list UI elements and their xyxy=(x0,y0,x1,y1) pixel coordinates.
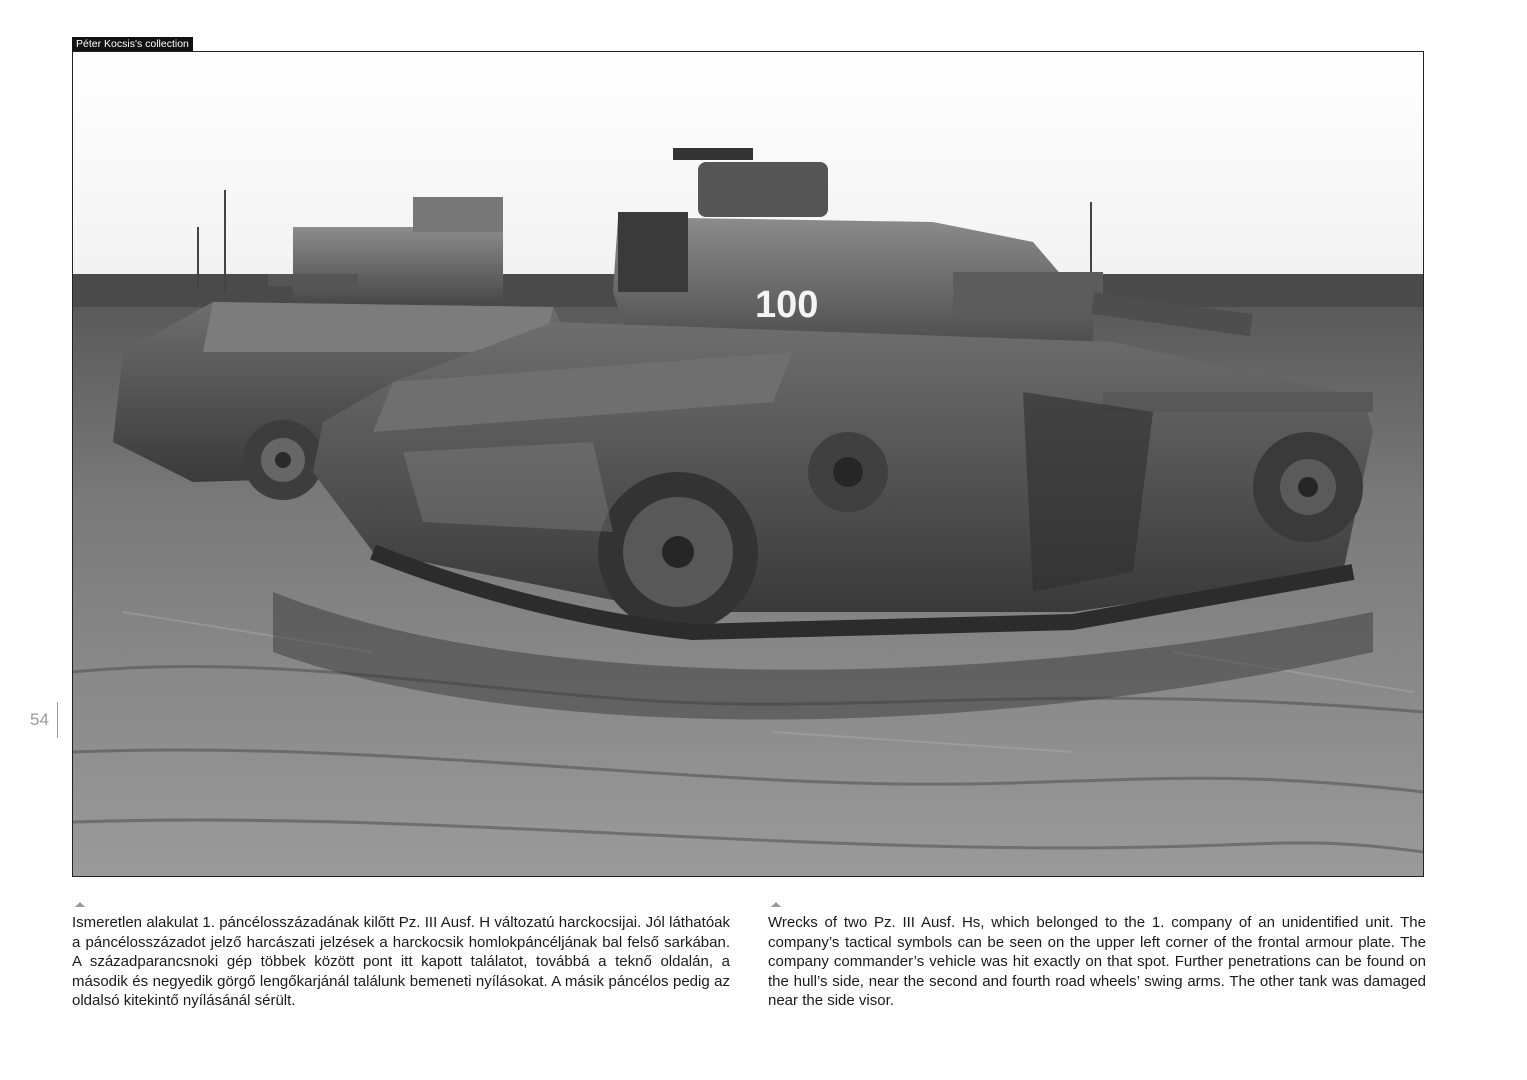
photo-credit: Péter Kocsis's collection xyxy=(72,37,193,51)
caption-english xyxy=(768,902,1426,1011)
page-number: 54 xyxy=(30,710,49,729)
tank-photo-illustration xyxy=(73,52,1423,876)
caption-hungarian-text: Ismeretlen alakulat 1. páncélosszázadának kilőtt Pz. III Ausf. H változatú harckocsijai. Jól láthatóak a páncélosszázadot jelző harcászati jelzések a harckocsik homlokpáncéljának bal felső sarkában. A századparancsnoki gép többek között pont itt kapott találatot, továbbá a teknő oldalán, a második és negyedik görgő lengőkarjánál találunk bemeneti nyílásokat. A másik páncélos pedig az oldalsó kitekintő nyílásánál sérült. xyxy=(72,914,730,1009)
caption-english-text: Wrecks of two Pz. III Ausf. Hs, which belonged to the 1. company of an unidentified unit. The company’s tactical symbols can be seen on the upper left corner of the frontal armour plate. The company commander’s vehicle was hit exactly on that spot. Further penetrations can be found on the hull’s side, near the second and fourth road wheels’ swing arms. The other tank was damaged near the side visor. xyxy=(768,914,1426,1009)
tank-photograph xyxy=(72,51,1424,877)
tank-number: 100 xyxy=(755,284,819,326)
caption-marker-icon xyxy=(75,902,85,907)
caption-hungarian xyxy=(72,902,730,1011)
caption-marker-icon xyxy=(771,902,781,907)
page-number-divider xyxy=(57,702,58,738)
